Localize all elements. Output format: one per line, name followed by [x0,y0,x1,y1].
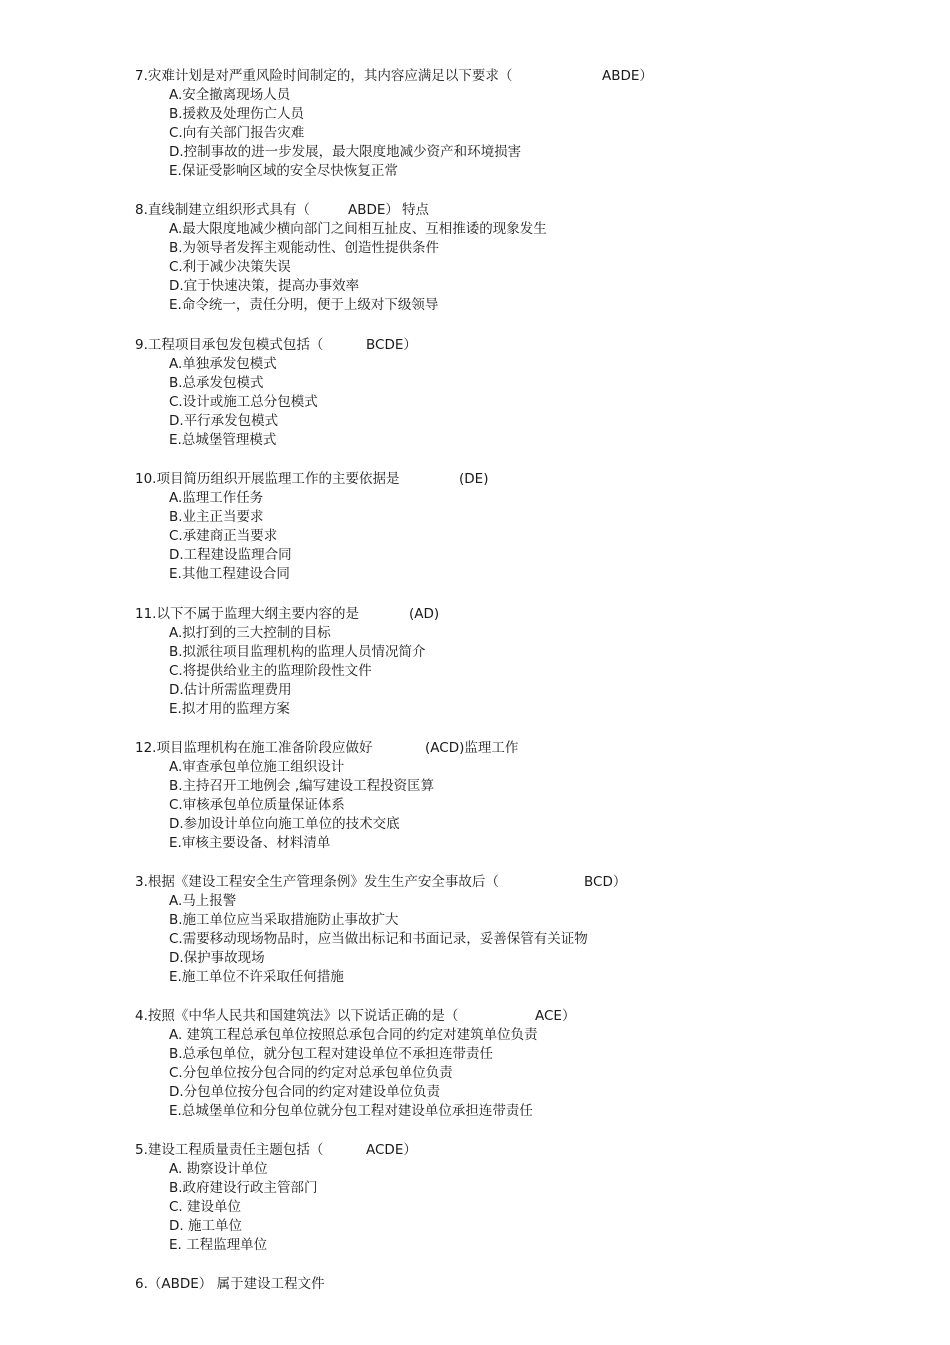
option-11d: D.估计所需监理费用 [169,682,292,698]
question-text: （ [147,1276,162,1292]
option-5b: B.政府建设行政主管部门 [169,1180,318,1196]
question-text: 项目简历组织开展监理工作的主要依据是 [156,471,400,487]
option-5c: C. 建设单位 [169,1199,242,1215]
question-text: 根据《建设工程安全生产管理条例》发生生产安全事故后（ [147,874,499,890]
answer-10: (DE) [459,471,489,487]
option-5e: E. 工程监理单位 [169,1237,268,1253]
question-number: 5. [135,1142,148,1158]
option-4b: B.总承包单位，就分包工程对建设单位不承担连带责任 [169,1046,494,1062]
option-7e: E.保证受影响区域的安全尽快恢复正常 [169,163,398,179]
option-7b: B.援救及处理伤亡人员 [169,106,305,122]
option-5a: A. 勘察设计单位 [169,1161,268,1177]
question-11 [135,605,359,624]
option-8e: E.命令统一，责任分明，便于上级对下级领导 [169,297,439,313]
question-3 [135,873,499,892]
question-number: 9. [135,337,148,353]
question-6 [135,1275,325,1294]
question-number: 12. [135,740,157,756]
option-11c: C.将提供给业主的监理阶段性文件 [169,663,372,679]
question-10 [135,470,399,489]
option-12d: D.参加设计单位向施工单位的技术交底 [169,816,400,832]
option-7d: D.控制事故的进一步发展，最大限度地减少资产和环境损害 [169,144,522,160]
option-10a: A.监理工作任务 [169,490,264,506]
option-8a: A.最大限度地减少横向部门之间相互扯皮、互相推诿的现象发生 [169,221,547,237]
option-4c: C.分包单位按分包合同的约定对总承包单位负责 [169,1065,453,1081]
option-4e: E.总城堡单位和分包单位就分包工程对建设单位承担连带责任 [169,1103,533,1119]
question-text: 工程项目承包发包模式包括（ [147,337,324,353]
option-3e: E.施工单位不许采取任何措施 [169,969,344,985]
question-4 [135,1007,458,1026]
answer-8: ABDE） [348,202,399,218]
option-3d: D.保护事故现场 [169,950,265,966]
answer-4: ACE） [535,1008,576,1024]
option-12c: C.审核承包单位质量保证体系 [169,797,345,813]
question-text: 按照《中华人民共和国建筑法》以下说话正确的是（ [147,1008,459,1024]
answer-12 [425,739,518,758]
question-7 [135,67,512,86]
question-6-suffix: 属于建设工程文件 [216,1276,325,1292]
question-number: 11. [135,606,157,622]
option-4a: A. 建筑工程总承包单位按照总承包合同的约定对建筑单位负责 [169,1027,538,1043]
question-text: 直线制建立组织形式具有（ [147,202,310,218]
option-9e: E.总城堡管理模式 [169,432,277,448]
answer-5: ACDE） [366,1142,417,1158]
answer-11: (AD) [409,606,440,622]
option-8b: B.为领导者发挥主观能动性、创造性提供条件 [169,240,440,256]
option-9c: C.设计或施工总分包模式 [169,394,318,410]
option-9a: A.单独承发包模式 [169,356,277,372]
question-number: 8. [135,202,148,218]
option-5d: D. 施工单位 [169,1218,242,1234]
option-10d: D.工程建设监理合同 [169,547,292,563]
option-12b: B.主持召开工地例会 ,编写建设工程投资匡算 [169,778,435,794]
question-number: 4. [135,1008,148,1024]
question-8-suffix: 特点 [402,202,429,218]
option-11e: E.拟才用的监理方案 [169,701,290,717]
answer-9: BCDE） [366,337,417,353]
option-10b: B.业主正当要求 [169,509,264,525]
option-11a: A.拟打到的三大控制的目标 [169,625,331,641]
question-8 [135,201,310,220]
question-9 [135,336,323,355]
answer-7: ABDE） [602,68,653,84]
option-4d: D.分包单位按分包合同的约定对建设单位负责 [169,1084,441,1100]
option-7c: C.向有关部门报告灾难 [169,125,305,141]
question-12-suffix: 监理工作 [464,740,519,756]
option-8d: D.宜于快速决策，提高办事效率 [169,278,360,294]
option-3c: C.需要移动现场物品时，应当做出标记和书面记录，妥善保管有关证物 [169,931,588,947]
option-9d: D.平行承发包模式 [169,413,279,429]
option-12e: E.审核主要设备、材料清单 [169,835,331,851]
option-9b: B.总承发包模式 [169,375,264,391]
answer-6: ABDE） [161,1276,213,1292]
option-8c: C.利于减少决策失误 [169,259,291,275]
question-number: 6. [135,1276,148,1292]
question-text: 建设工程质量责任主题包括（ [147,1142,324,1158]
answer-12-value: (ACD) [425,740,465,756]
option-11b: B.拟派往项目监理机构的监理人员情况简介 [169,644,426,660]
question-number: 7. [135,68,148,84]
question-number: 3. [135,874,148,890]
question-text: 灾难计划是对严重风险时间制定的，其内容应满足以下要求（ [147,68,513,84]
question-text: 项目监理机构在施工准备阶段应做好 [156,740,373,756]
question-number: 10. [135,471,157,487]
option-7a: A.安全撤离现场人员 [169,87,291,103]
option-3a: A.马上报警 [169,893,237,909]
option-10e: E.其他工程建设合同 [169,566,290,582]
question-5 [135,1141,323,1160]
answer-3: BCD） [584,874,627,890]
option-12a: A.审查承包单位施工组织设计 [169,759,345,775]
question-12 [135,739,372,758]
option-10c: C.承建商正当要求 [169,528,278,544]
question-text: 以下不属于监理大纲主要内容的是 [156,606,359,622]
option-3b: B.施工单位应当采取措施防止事故扩大 [169,912,399,928]
